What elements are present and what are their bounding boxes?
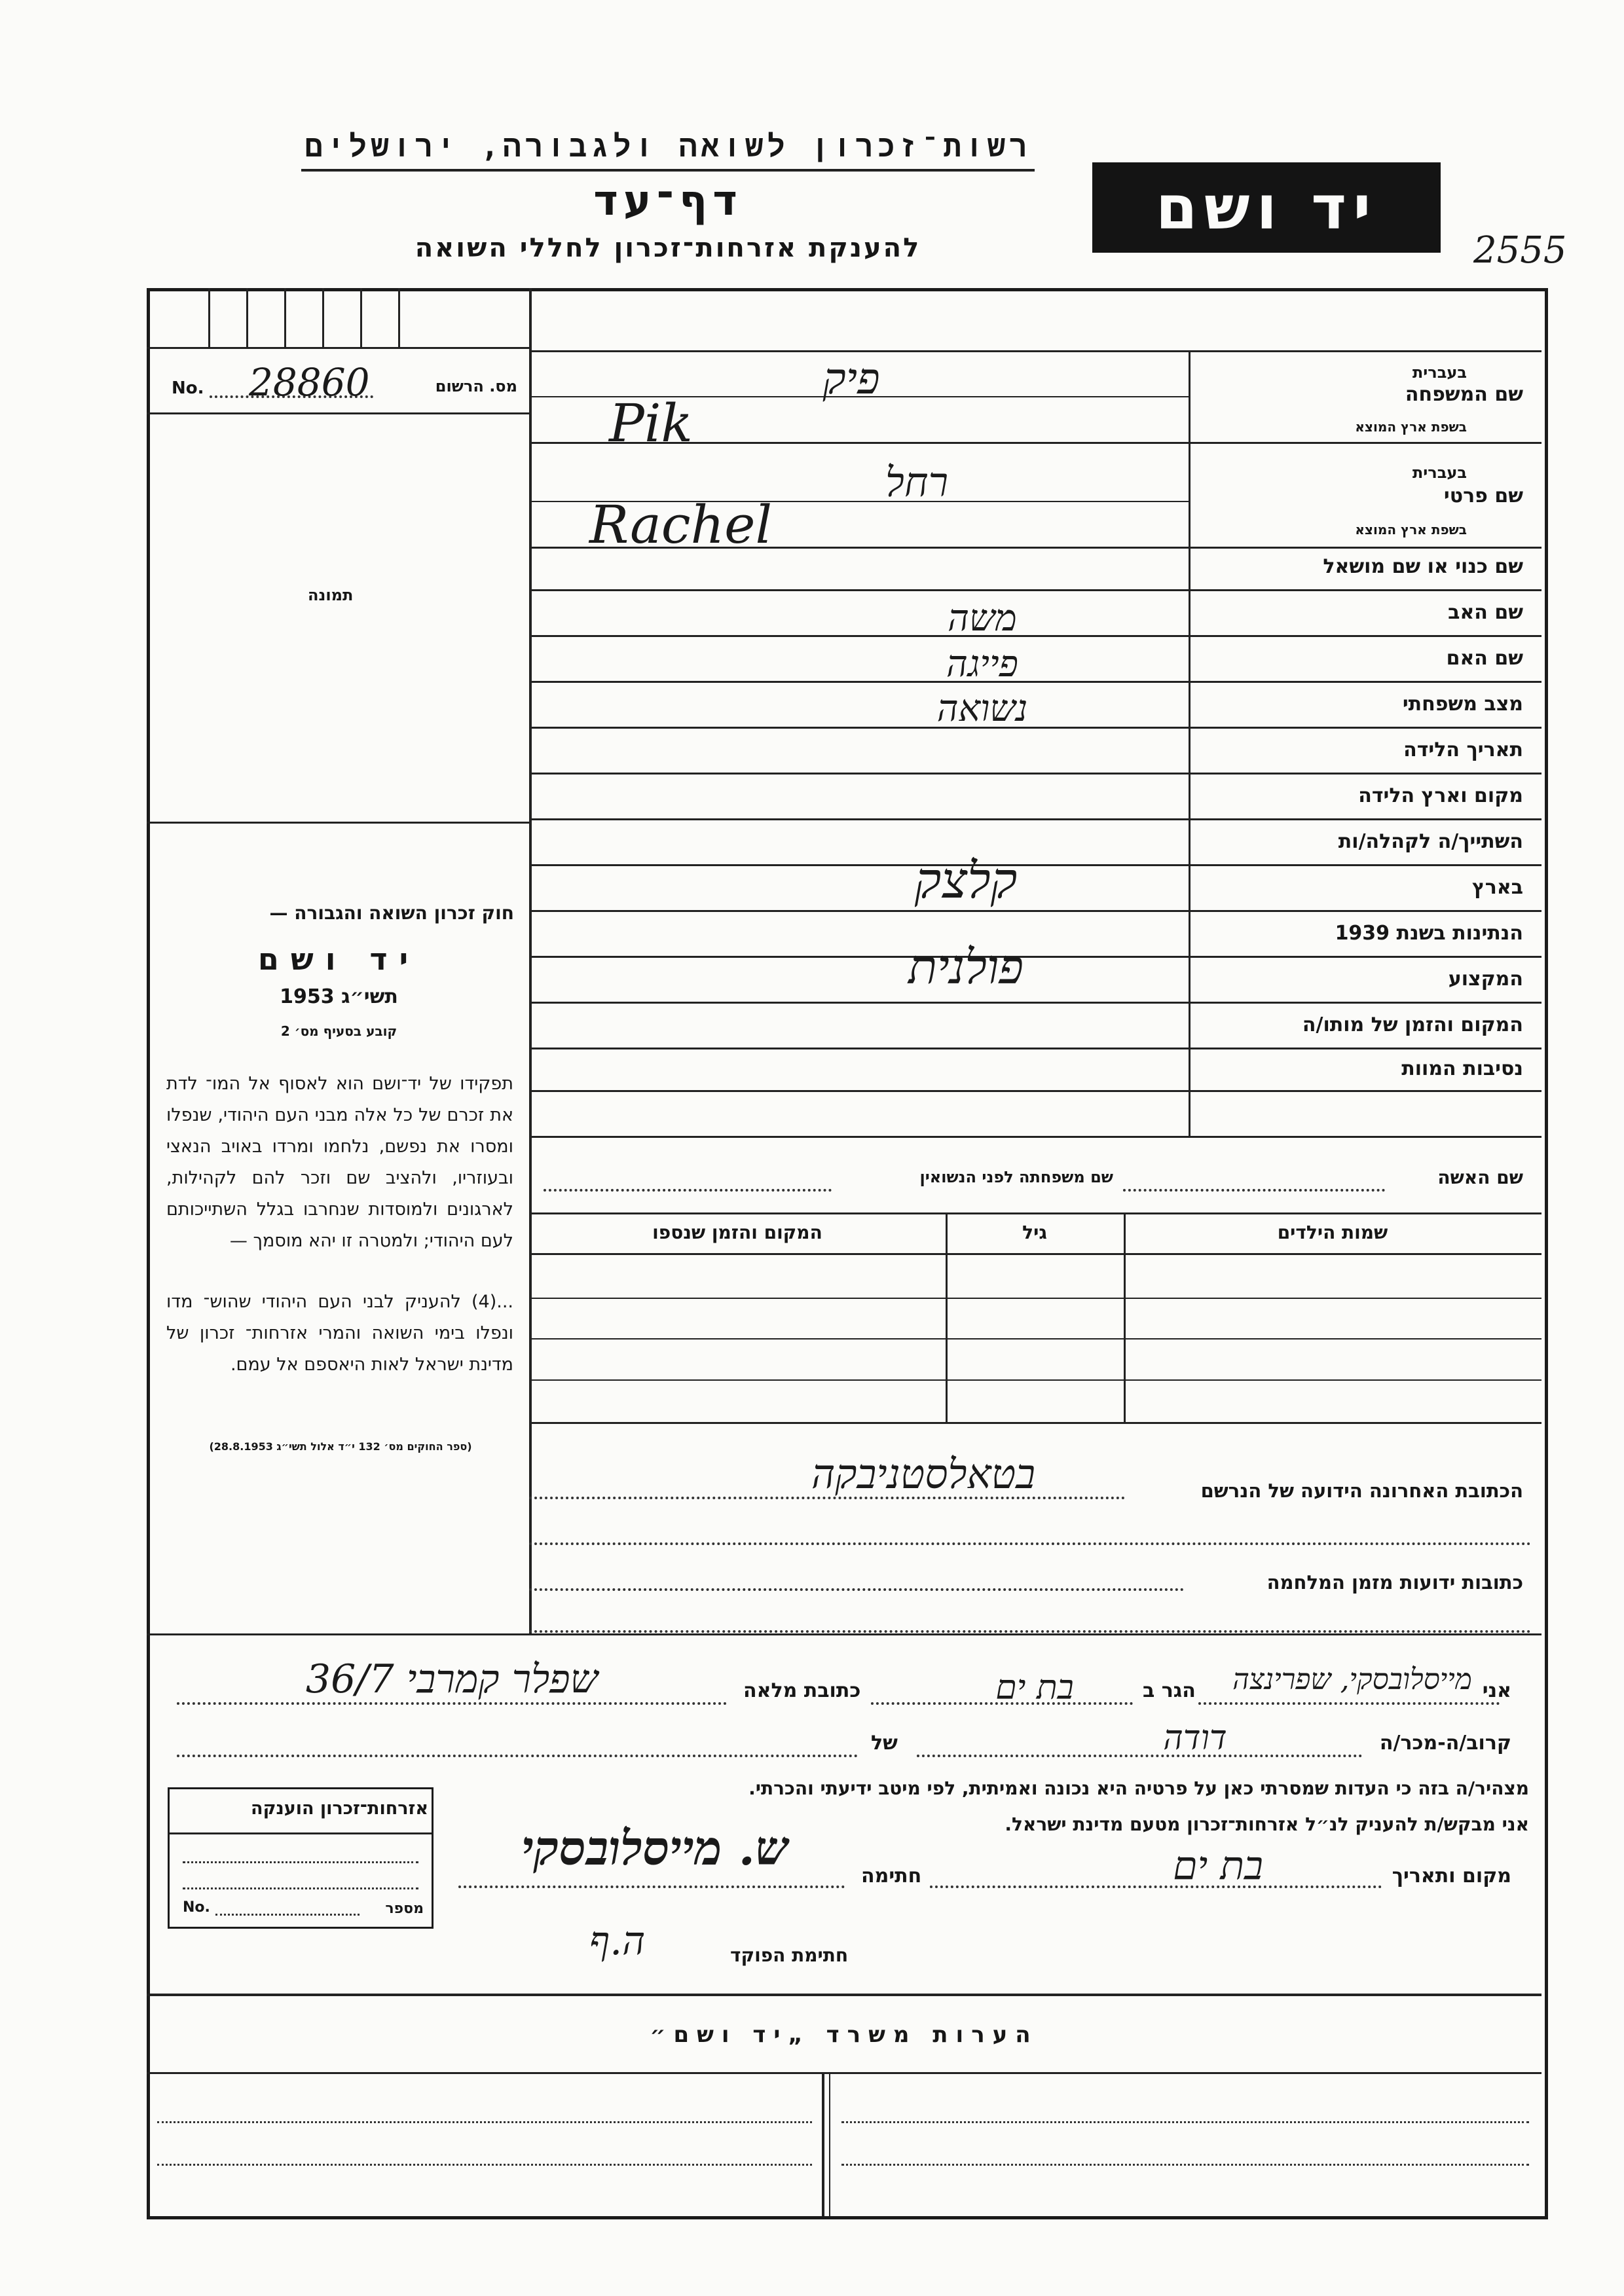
children-age-header: גיל: [1022, 1222, 1047, 1243]
reg-no-label-he: מס. הרשום: [435, 377, 517, 395]
relation-label: קרוב/ה-מכר/ה: [1379, 1732, 1511, 1755]
field-nationality-label: הנתינות בשנת 1939: [1335, 922, 1523, 945]
field-first-name-origin-sublabel: בשפת ארץ המוצא: [1355, 522, 1467, 538]
law-title: חוק זכרון השואה והגבורה —: [269, 902, 514, 924]
wife-label: שם האשה: [1437, 1167, 1523, 1188]
declaration-ani: אני: [1482, 1679, 1511, 1702]
corner-number: 2555: [1473, 229, 1567, 272]
law-year: תשי״ג 1953: [280, 985, 398, 1008]
yad-vashem-logo: יד ושם: [1092, 162, 1441, 253]
witness-name-value: מייסלובסקי, שפרינצה: [1232, 1663, 1472, 1696]
law-clause: קובע בסעיף מס׳ 2: [280, 1023, 397, 1039]
field-family-name-origin-value: Pik: [609, 393, 693, 454]
law-text-2: ...(4) להעניק לבני העם היהודי שהוש־ מדו ונפלו בימי השואה והמרי אזרחות־ זכרון של מדינת ישראל לאות היאספם אל עמם.: [166, 1292, 513, 1375]
field-family-name-origin-sublabel: בשפת ארץ המוצא: [1355, 419, 1467, 435]
citizenship-box-title: אזרחות־זכרון הוענקה: [251, 1798, 428, 1819]
statement-1: מצהיר/ה בזה כי העדות שמסרתי כאן על פרטיה היא נכונה ואמיתית, לפי מיטב ידיעתי והכרתי.: [748, 1777, 1529, 1799]
field-family-name-hebrew-value: פיק: [822, 354, 880, 404]
field-first-name-origin-value: Rachel: [589, 494, 773, 555]
address-label: כתובת מלאה: [743, 1679, 861, 1702]
field-father-label: שם האב: [1448, 601, 1523, 624]
officer-signature-label: חתימת הפוקד: [730, 1944, 849, 1966]
city-value: בת ים: [995, 1668, 1074, 1707]
citizenship-no-label-en: No.: [183, 1899, 210, 1916]
citizenship-granted-box: [168, 1787, 434, 1929]
field-first-name-hebrew-value: רחל: [885, 458, 949, 506]
citizenship-number-label: מספר: [385, 1901, 424, 1917]
shel-label: של: [871, 1732, 898, 1755]
field-birth-place-label: מקום וארץ הלידה: [1358, 784, 1523, 807]
gar-b-label: הגר ב: [1143, 1679, 1196, 1702]
field-mother-value: פייגה: [946, 643, 1018, 685]
form-subtitle: להענקת אזרחות־זכרון לחללי השואה: [415, 233, 921, 263]
field-marital-status-label: מצב משפחתי: [1402, 693, 1523, 716]
law-source: (ספר החוקים מס׳ 132 י״ד אלול תשי״ג 28.8.1953): [209, 1440, 472, 1453]
statement-2: אני מבקש/ת להעניק לנ״ל אזרחות־זכרון מטעם מדינת ישראל.: [1005, 1813, 1529, 1835]
reg-no-label-en: No.: [172, 378, 204, 398]
authority-header: רשות־זכרון לשואה ולגבורה, ירושלים: [304, 128, 1031, 164]
law-text-1: תפקידו של יד־ושם הוא לאסוף אל המו־ לדת את זכרם של כל אלה מבני העם היהודי, שנפלו ומסרו את נפשם, נלחמו ומרדו באויב הנאצי ובעוזריו, ולהציב שם וזכר להם לקהילות, לארגונים ולמוסדות שנחרבו בגלל השתייכותם לעם היהודי; ולמטרה זו יהא מוסמך —: [166, 1074, 513, 1251]
relation-value: דודה: [1163, 1719, 1227, 1758]
field-nickname-label: שם כנוי או שם מושאל: [1323, 555, 1523, 578]
field-father-value: משה: [948, 597, 1017, 640]
law-name: יד ושם: [257, 941, 420, 977]
place-date-label: מקום ותאריך: [1392, 1865, 1511, 1887]
office-notes-title: הערות משרד „יד ושם״: [650, 2022, 1039, 2048]
children-names-header: שמות הילדים: [1277, 1222, 1388, 1243]
field-profession-label: המקצוע: [1448, 968, 1523, 991]
signed-label: חתימה: [861, 1865, 922, 1887]
form-title: דף־עד: [593, 177, 743, 225]
wife-maiden-label: שם משפחתה לפני הנשואין: [919, 1168, 1113, 1186]
witness-signature: ש. מייסלובסקי: [521, 1820, 788, 1876]
reg-no-value: 28860: [249, 360, 370, 405]
field-nationality-value: פולנית: [908, 939, 1024, 994]
field-country-label: בארץ: [1471, 876, 1523, 899]
registration-number-row: [157, 360, 524, 405]
field-family-name-hebrew-sublabel: בעברית: [1412, 363, 1467, 382]
field-community-label: השתייך/ה לקהלה/ות: [1338, 830, 1523, 853]
field-death-place-time-label: המקום והזמן של מותו/ה: [1302, 1013, 1523, 1036]
full-address-value: שפלר קמרבי 36/7: [305, 1656, 599, 1702]
place-date-value: בת ים: [1173, 1843, 1263, 1889]
field-birth-date-label: תאריך הלידה: [1403, 738, 1523, 761]
war-address-label: כתובות ידועות מזמן המלחמה: [1266, 1571, 1523, 1594]
children-table: [529, 1212, 1541, 1422]
field-mother-label: שם האם: [1446, 647, 1523, 670]
field-first-name-label: שם פרטי: [1443, 484, 1523, 507]
field-marital-status-value: נשואה: [936, 687, 1028, 730]
last-address-value: בטאלסטניבקה: [811, 1450, 1036, 1498]
last-address-label: הכתובת האחרונה הידועה של הנרשם: [1200, 1480, 1523, 1502]
field-death-circumstances-label: נסיבות המוות: [1401, 1057, 1523, 1080]
field-first-name-hebrew-sublabel: בעברית: [1412, 464, 1467, 482]
field-community-value: קלצק: [914, 851, 1018, 909]
officer-initials: ה.ף: [589, 1918, 646, 1964]
children-death-header: המקום והזמן שנספו: [652, 1222, 822, 1243]
photo-label: תמונה: [308, 586, 354, 604]
field-family-name-label: שם המשפחה: [1405, 383, 1523, 406]
